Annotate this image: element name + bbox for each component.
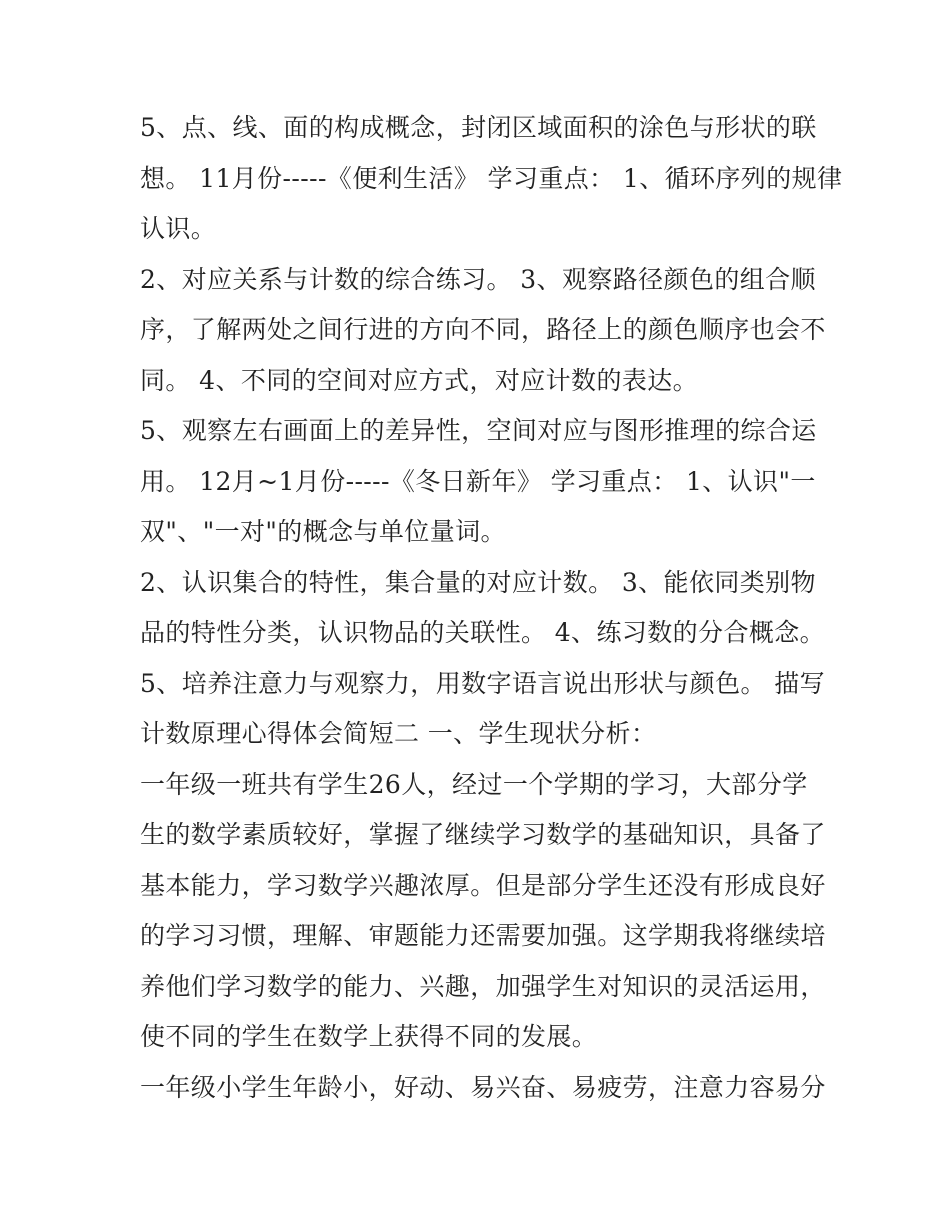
text-line: 5、点、线、面的构成概念，封闭区域面积的涂色与形状的联 (140, 113, 817, 142)
text-line: 2、对应关系与计数的综合练习。 3、观察路径颜色的组合顺 (140, 264, 816, 294)
text-line: 计数原理心得体会简短二 一、学生现状分析： (140, 719, 657, 748)
text-line: 用。 12月~1月份-----《冬日新年》 学习重点： 1、认识"一 (140, 466, 816, 496)
text-line: 使不同的学生在数学上获得不同的发展。 (140, 1022, 598, 1051)
text-line: 同。 4、不同的空间对应方式，对应计数的表达。 (140, 365, 699, 395)
text-line: 双"、"一对"的概念与单位量词。 (140, 517, 506, 546)
text-line: 5、培养注意力与观察力，用数字语言说出形状与颜色。 描写 (140, 668, 826, 698)
text-line: 的学习习惯，理解、审题能力还需要加强。这学期我将继续培 (140, 921, 826, 950)
text-line: 品的特性分类，认识物品的关联性。 4、练习数的分合概念。 (140, 618, 826, 647)
text-line: 养他们学习数学的能力、兴趣，加强学生对知识的灵活运用， (140, 971, 826, 1001)
text-line: 一年级一班共有学生26人，经过一个学期的学习，大部分学 (140, 769, 808, 799)
text-line: 基本能力，学习数学兴趣浓厚。但是部分学生还没有形成良好 (140, 870, 826, 900)
text-line: 2、认识集合的特性，集合量的对应计数。 3、能依同类别物 (140, 567, 816, 597)
text-line: 5、观察左右画面上的差异性，空间对应与图形推理的综合运 (140, 416, 817, 445)
document-body (140, 103, 843, 1113)
text-line: 想。 11月份-----《便利生活》 学习重点： 1、循环序列的规律 (140, 163, 843, 193)
text-line: 一年级小学生年龄小，好动、易兴奋、易疲劳，注意力容易分 (140, 1072, 826, 1102)
text-line: 序，了解两处之间行进的方向不同，路径上的颜色顺序也会不 (140, 315, 826, 344)
text-line: 认识。 (140, 214, 217, 243)
text-line: 生的数学素质较好，掌握了继续学习数学的基础知识，具备了 (140, 820, 826, 849)
